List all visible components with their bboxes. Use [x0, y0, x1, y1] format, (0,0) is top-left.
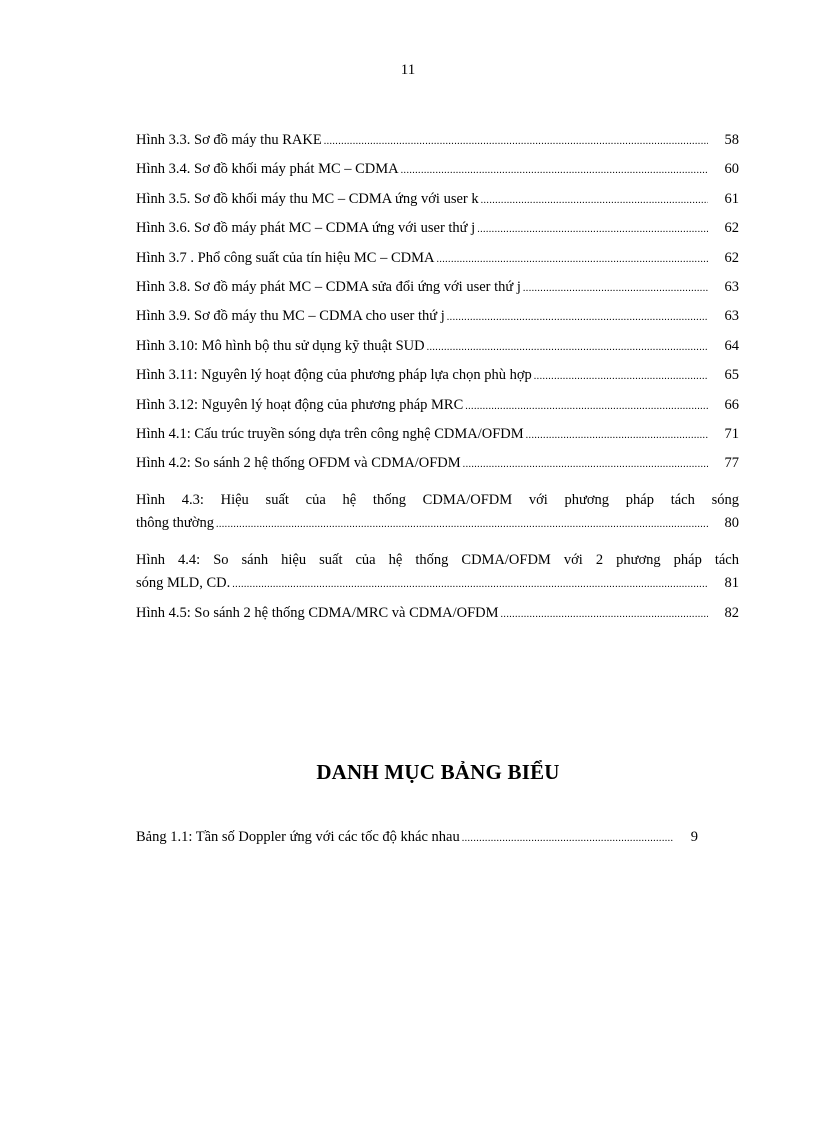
toc-entry — [136, 455, 739, 484]
dot-leader — [436, 254, 708, 265]
toc-entry-text: Hình 4.1: Cấu trúc truyền sóng dựa trên công nghệ CDMA/OFDM — [136, 425, 524, 442]
toc-entry-multiline — [136, 485, 739, 545]
toc-entry-text: Hình 4.3: Hiệu suất của hệ thống CDMA/OFDM với phương pháp tách sóng — [136, 491, 739, 508]
list-of-figures — [136, 132, 739, 634]
toc-entry-page: 63 — [724, 308, 739, 325]
toc-entry-text: Hình 3.8. Sơ đồ máy phát MC – CDMA sửa đổi ứng với user thứ j — [136, 278, 521, 295]
toc-entry-page: 60 — [724, 161, 739, 178]
toc-entry-page: 61 — [724, 190, 739, 207]
toc-entry-page: 82 — [724, 604, 739, 621]
toc-entry — [136, 250, 739, 279]
list-of-tables — [136, 829, 698, 858]
toc-entry-page: 62 — [724, 220, 739, 237]
toc-entry-text: Hình 3.5. Sơ đồ khối máy thu MC – CDMA ứng với user k — [136, 190, 479, 207]
dot-leader — [427, 342, 708, 353]
dot-leader — [401, 165, 708, 176]
toc-entry-text: Hình 3.3. Sơ đồ máy thu RAKE — [136, 132, 322, 148]
toc-entry — [136, 308, 739, 337]
dot-leader — [501, 609, 708, 620]
toc-entry — [136, 279, 739, 308]
toc-entry-page: 9 — [690, 829, 698, 845]
toc-entry-text: Hình 3.10: Mô hình bộ thu sử dụng kỹ thuật SUD — [136, 337, 425, 354]
toc-entry — [136, 338, 739, 367]
toc-entry-multiline — [136, 545, 739, 605]
toc-entry — [136, 605, 739, 634]
dot-leader — [523, 283, 708, 294]
toc-entry-text: Hình 3.6. Sơ đồ máy phát MC – CDMA ứng với user thứ j — [136, 220, 476, 237]
toc-entry-page: 64 — [724, 337, 739, 354]
dot-leader — [477, 224, 708, 235]
dot-leader — [462, 833, 673, 844]
toc-entry-text-continued: thông thường — [136, 514, 214, 531]
toc-entry-text: Bảng 1.1: Tần số Doppler ứng với các tốc độ khác nhau — [136, 829, 460, 845]
toc-entry-page: 66 — [724, 396, 739, 413]
dot-leader — [534, 371, 708, 382]
toc-entry-text-continued: sóng MLD, CD. — [136, 574, 231, 591]
toc-entry — [136, 132, 739, 161]
toc-entry-page: 81 — [724, 574, 739, 591]
toc-entry-page: 65 — [724, 367, 739, 384]
section-title: DANH MỤC BẢNG BIỂU — [316, 760, 560, 784]
toc-entry-page: 80 — [724, 514, 739, 531]
toc-entry-page: 71 — [724, 425, 739, 442]
toc-entry — [136, 191, 739, 220]
toc-entry-text: Hình 3.4. Sơ đồ khối máy phát MC – CDMA — [136, 161, 399, 178]
dot-leader — [463, 459, 708, 470]
dot-leader — [465, 401, 708, 412]
toc-entry — [136, 426, 739, 455]
toc-entry — [136, 161, 739, 190]
toc-entry-text: Hình 3.11: Nguyên lý hoạt động của phương pháp lựa chọn phù hợp — [136, 367, 532, 384]
toc-entry-text: Hình 3.7 . Phổ công suất của tín hiệu MC – CDMA — [136, 249, 435, 266]
dot-leader — [216, 519, 708, 530]
dot-leader — [324, 136, 708, 147]
toc-entry-text: Hình 3.12: Nguyên lý hoạt động của phương pháp MRC — [136, 396, 464, 413]
page-number: 11 — [400, 62, 416, 78]
toc-entry-page: 62 — [724, 249, 739, 266]
toc-entry-page: 58 — [724, 132, 739, 148]
dot-leader — [481, 195, 708, 206]
toc-entry-page: 77 — [724, 455, 739, 472]
dot-leader — [232, 579, 708, 590]
toc-entry — [136, 397, 739, 426]
toc-entry — [136, 829, 698, 858]
toc-entry-text: Hình 4.2: So sánh 2 hệ thống OFDM và CDMA/OFDM — [136, 455, 461, 472]
dot-leader — [526, 430, 708, 441]
toc-entry-page: 63 — [724, 278, 739, 295]
toc-entry-text: Hình 4.5: So sánh 2 hệ thống CDMA/MRC và CDMA/OFDM — [136, 604, 499, 621]
dot-leader — [447, 312, 708, 323]
toc-entry-text: Hình 4.4: So sánh hiệu suất của hệ thống CDMA/OFDM với 2 phương pháp tách — [136, 551, 739, 568]
toc-entry-text: Hình 3.9. Sơ đồ máy thu MC – CDMA cho user thứ j — [136, 308, 445, 325]
toc-entry — [136, 367, 739, 396]
toc-entry — [136, 220, 739, 249]
